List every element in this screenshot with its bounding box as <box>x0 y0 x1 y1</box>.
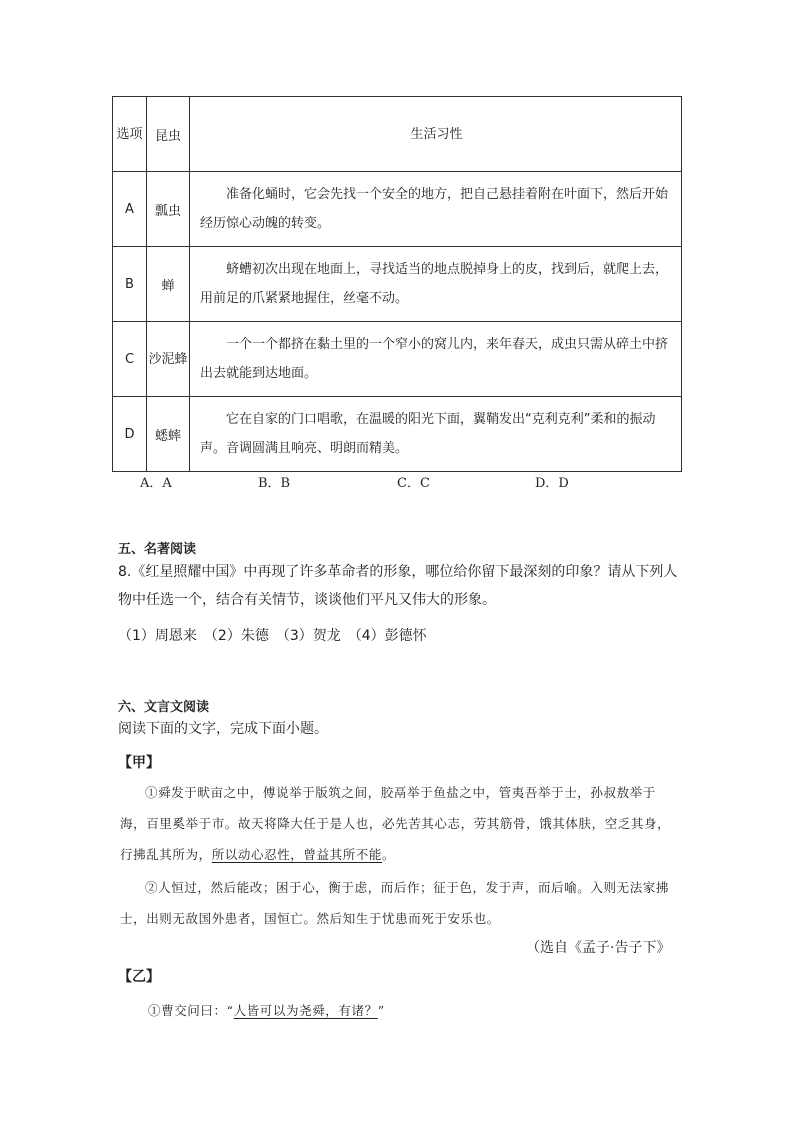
section6-heading: 六、文言文阅读 <box>118 700 210 715</box>
choice-b: B．B <box>258 476 291 491</box>
choice-d: D．D <box>535 476 569 491</box>
p3-end: ” <box>377 1003 385 1018</box>
choice-a: A．A <box>140 476 172 491</box>
header-habit: 生活习性 <box>190 97 682 172</box>
classical-paragraph-2: ②人恒过，然后能改；困于心，衡于虑，而后作；征于色，发于声，而后喻。入则无法家拂士，出则无敌国外患者，国恒亡。然后知生于忧患而死于安乐也。 <box>120 880 670 926</box>
header-insect: 昆虫 <box>147 97 190 172</box>
table-row <box>113 322 682 397</box>
row-option: D <box>113 397 147 472</box>
source-citation: （选自《孟子·告子下》 <box>526 940 671 956</box>
row-habit: 它在自家的门口唱歌，在温暖的阳光下面，翼鞘发出“克利克利”柔和的振动声。音调圆满且响亮、明朗而精美。 <box>190 397 682 472</box>
table-row <box>113 172 682 247</box>
row-habit: 一个一个都挤在黏土里的一个窄小的窝儿内，来年春天，成虫只需从碎土中挤出去就能到达地面。 <box>190 322 682 397</box>
row-insect: 沙泥蜂 <box>147 322 190 397</box>
jia-label: 【甲】 <box>118 755 160 771</box>
section6-instruction: 阅读下面的文字，完成下面小题。 <box>118 721 328 737</box>
table-row <box>113 247 682 322</box>
row-option: C <box>113 322 147 397</box>
section5-heading: 五、名著阅读 <box>118 542 197 557</box>
p1-end: 。 <box>382 847 396 862</box>
choice-c: C．C <box>397 476 430 491</box>
row-insect: 蟋蟀 <box>147 397 190 472</box>
classical-paragraph-1 <box>120 777 678 870</box>
row-insect: 蝉 <box>147 247 190 322</box>
classical-paragraph-3 <box>148 995 385 1026</box>
p1-underlined: 所以动心忍性，曾益其所不能 <box>211 847 383 862</box>
row-habit: 准备化蛹时，它会先找一个安全的地方，把自己悬挂着附在叶面下，然后开始经历惊心动魄的转变。 <box>190 172 682 247</box>
section5-options: （1）周恩来 （2）朱德 （3）贺龙 （4）彭德怀 <box>118 628 427 644</box>
row-insect: 瓢虫 <box>147 172 190 247</box>
p3-underlined: 人皆可以为尧舜，有诸？ <box>233 1003 378 1018</box>
table-row <box>113 397 682 472</box>
row-option: B <box>113 247 147 322</box>
row-option: A <box>113 172 147 247</box>
table-header-row <box>113 97 682 172</box>
section5-question: 8.《红星照耀中国》中再现了许多革命者的形象，哪位给你留下最深刻的印象？请从下列人物中任选一个，结合有关情节，谈谈他们平凡又伟大的形象。 <box>118 564 678 608</box>
p3-text: ①曹交问曰：“ <box>148 1003 234 1018</box>
insect-table <box>112 96 682 472</box>
yi-label: 【乙】 <box>118 969 160 985</box>
p1-text: ①舜发于畎亩之中，傅说举于版筑之间，胶鬲举于鱼盐之中，管夷吾举于士，孙叔敖举于海，百里奚举于市。故天将降大任于是人也，必先苦其心志，劳其筋骨，饿其体肤，空乏其身，行拂乱其所为， <box>120 785 671 862</box>
header-option: 选项 <box>113 97 147 172</box>
row-habit: 蛴螬初次出现在地面上，寻找适当的地点脱掉身上的皮，找到后，就爬上去，用前足的爪紧紧地握住，丝毫不动。 <box>190 247 682 322</box>
